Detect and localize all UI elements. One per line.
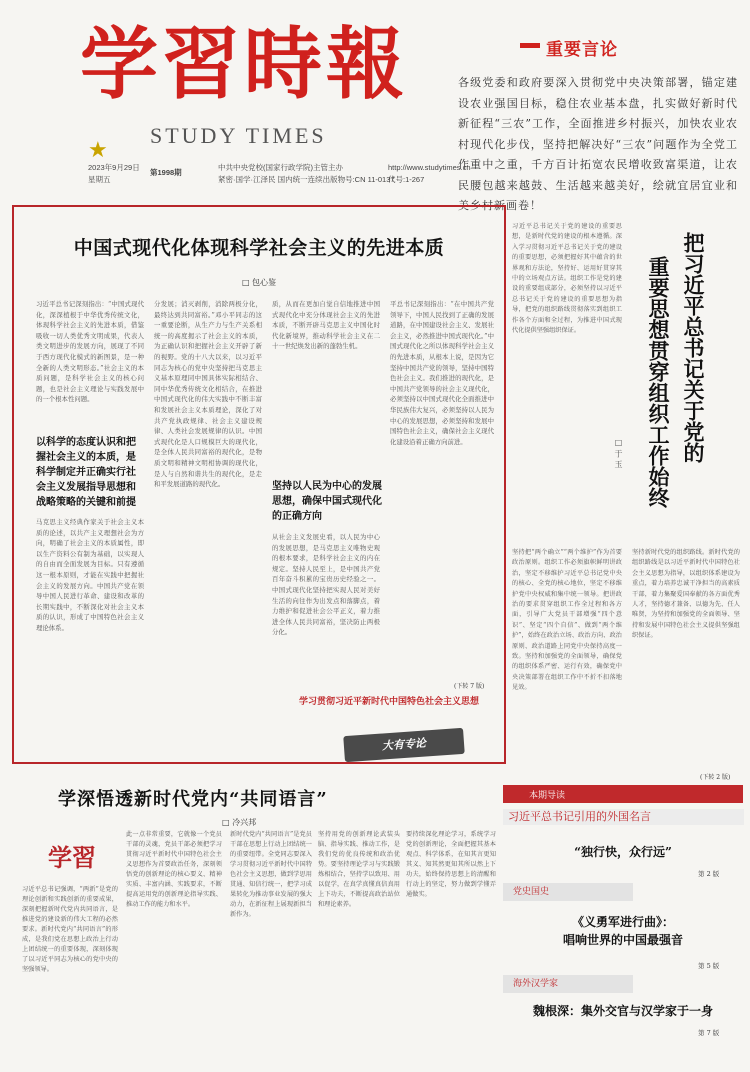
article-column: 从社会主义发展史看，以人民为中心的发展思想，是马克思主义唯物史观的根本要求，是科学社会主义的内在规定。坚持人民至上，是中国共产党百年奋斗积累的宝贵历史经验之一。中国式现代化坚持把实现人民对美好生活的向往作为出发点和落脚点，着力维护和促进社会公平正义，着力推进全体人民共同富裕，坚决防止两极分化。 bbox=[272, 533, 380, 637]
date bbox=[88, 162, 148, 186]
article-column: 习近平总书记深刻指出：“中国式现代化，深深植根于中华优秀传统文化，体现科学社会主义的先进本质，借鉴吸收一切人类优秀文明成果，代表人类文明进步的发展方向，展现了不同于西方现代化模式的新图景，是一种全新的人类文明形态。”社会主义的本质问题，是科学社会主义的核心问题，也是社会主义理论与实践发展中的一个根本性问题。 bbox=[36, 300, 144, 404]
important-words-title: 重要言论 bbox=[546, 40, 618, 60]
star-icon: ★ bbox=[88, 138, 108, 163]
date-line: 2023年9月29日 bbox=[88, 163, 140, 172]
guide-header bbox=[503, 785, 743, 803]
title-bar bbox=[520, 43, 540, 48]
right-article-author: □ 于 玉 bbox=[614, 438, 623, 469]
article-column: 此一点非常重要，它就像一个党员干部的灵魂，党员干部必须把学习贯彻习近平新时代中国特色社会主义思想作为首要政治任务，深刻领悟党的创新理论的核心要义、精神实质、丰富内涵、实践要求，不断提高运用党的创新理论指导实践、推动工作的能力和水平。 bbox=[126, 831, 222, 908]
publisher-line: 中共中央党校(国家行政学院)主管主办 bbox=[218, 163, 343, 172]
column-seal: 大有专论 bbox=[343, 728, 465, 762]
main-article bbox=[12, 205, 506, 764]
article-column: 马克思主义经典作家关于社会主义本质的论述，以共产主义理想社会为方向，明确了社会主义的本质属性，即以生产资料公有制为基础，以实现人的自由而全面发展为目标。只有遵循这一根本原则，才能在实践中把握社会主义的发展方向。中国共产党在领导中国人民进行革命、建设和改革的长期实践中，不断深化对社会主义本质的认识，形成了中国特色社会主义理论体系。 bbox=[36, 518, 144, 632]
lower-article-author: □ 冷兴邦 bbox=[222, 818, 257, 827]
publisher-info bbox=[218, 162, 395, 186]
publisher-line: 紧密·国学·江泽民 国内统一连续出版物号:CN 11-0137 bbox=[218, 175, 395, 184]
guide-page: 第 2 版 bbox=[698, 870, 720, 878]
guide-headline[interactable]: 《义勇军进行曲》： 唱响世界的中国最强音 bbox=[562, 915, 683, 947]
issue-guide bbox=[503, 785, 743, 1065]
right-article-title-line2: 重要思想贯穿组织工作始终 bbox=[646, 256, 671, 508]
guide-page: 第 5 版 bbox=[698, 962, 720, 970]
important-words-text: 各级党委和政府要深入贯彻党中央决策部署，锚定建设农业强国目标，稳住农业基本盘，扎实做好新时代新征程“三农”工作，全面推进乡村振兴，加快农业农村现代化步伐，坚持把解决好“三农”问题作为全党工作重中之重，千方百计拓宽农民增收致富渠道，让农民腰包越来越鼓、生活越来越美好，绘就宜居宜业和美乡村新画卷！ bbox=[458, 76, 738, 212]
main-article-title: 中国式现代化体现科学社会主义的先进本质 bbox=[73, 237, 445, 259]
article-column: 坚持把“两个确立”“两个维护”作为首要政治原则。组织工作必须旗帜鲜明讲政治，坚定不移维护习近平总书记党中央的核心、全党的核心地位，坚定不移维护党中央权威和集中统一领导。把讲政治的要求贯穿组织工作全过程和各方面，引导广大党员干部增强“四个意识”、坚定“四个自信”、做到“两个维护”，始终在政治立场、政治方向、政治原则、政治道路上同党中央保持高度一致。坚持和加强党的全面领导，确保党的组织体系严密、运行有效，确保党中央决策部署在组织工作中不折不扣落地见效。 bbox=[512, 549, 622, 692]
newspaper-logo: 学習時報 bbox=[80, 19, 409, 110]
continued-note: (下转 2 版) bbox=[700, 774, 731, 781]
article-column: 习近平总书记关于党的建设的重要思想，是新时代党的建设的根本遵循。深入学习贯彻习近平总书记关于党的建设的重要思想，必须把握好其中蕴含的世界观和方法论，坚持好、运用好贯穿其中的立场观点方法。组织工作是党的建设的重要组成部分，必须坚持以习近平总书记关于党的建设的重要思想为指导，把党的组织路线贯彻落实到组织工作各个方面和全过程，为推进中国式现代化提供坚强组织保证。 bbox=[512, 223, 622, 335]
column-logo: 学習 bbox=[48, 843, 96, 872]
article-column: 质，从而在更加自觉自信地推进中国式现代化中充分体现社会主义的先进本质，不断开辟马克思主义中国化时代化新境界，推动科学社会主义在二十一世纪焕发出新的蓬勃生机。 bbox=[272, 300, 380, 351]
masthead bbox=[70, 18, 520, 158]
guide-section: 习近平总书记引用的外国名言 bbox=[503, 809, 744, 825]
guide-header-label: 本期导读 bbox=[529, 790, 566, 800]
article-column: 坚持用党的创新理论武装头脑、指导实践、推动工作，是我们党的优良传统和政治优势。要坚持理论学习与实践锻炼相结合，坚持学以致用、用以促学，在真学真懂真信真用上下功夫，不断提高政治站位和理论素养。 bbox=[318, 831, 400, 908]
distribution-code: 代号:1-267 bbox=[388, 175, 425, 184]
weekday: 星期五 bbox=[88, 175, 111, 184]
continued-note: (下转 7 版) bbox=[454, 683, 485, 690]
article-column: 新时代党内“共同语言”是党员干部在思想上行动上团结统一的重要纽带。全党同志要深入学习贯彻习近平新时代中国特色社会主义思想，做到学思用贯通、知信行统一，把学习成果转化为推动事业发展的强大动力，在新征程上展现新担当新作为。 bbox=[230, 831, 312, 918]
article-column: 要持续深化理论学习，系统学习党的创新理论，全面把握其基本观点、科学体系，在知其言更知其义、知其然更知其所以然上下功夫，始终保持思想上的清醒和行动上的坚定，努力做到学懂弄通做实。 bbox=[406, 831, 496, 898]
important-words-box bbox=[458, 15, 740, 212]
guide-section: 党史国史 bbox=[503, 883, 633, 901]
guide-section: 海外汉学家 bbox=[503, 975, 633, 993]
lower-article-title: 学深悟透新时代党内“共同语言” bbox=[58, 789, 328, 810]
series-title: 学习贯彻习近平新时代中国特色社会主义思想 bbox=[298, 697, 479, 707]
article-column: 习近平总书记强调，“两新”是党的理论创新和实践创新的重要成果，深刻把握新时代党内共同语言，是推进党的建设新的伟大工程的必然要求。新时代党内“共同语言”的形成，是我们党在思想上政治上行动上团结统一的重要体现，深刻体现了以习近平同志为核心的党中央的坚强领导。 bbox=[22, 886, 118, 973]
article-subhead: 以科学的态度认识和把握社会主义的本质，是科学制定并正确实行社会主义发展指导思想和战略策略的关键和前提 bbox=[36, 437, 136, 508]
issue-number: 第1998期 bbox=[150, 168, 182, 177]
article-column: 坚持新时代党的组织路线。新时代党的组织路线是以习近平新时代中国特色社会主义思想为指导，以组织体系建设为重点，着力培养忠诚干净担当的高素质干部，着力集聚爱国奉献的各方面优秀人才，坚持德才兼备、以德为先、任人唯贤，为坚持和加强党的全面领导、坚持和发展中国特色社会主义提供坚强组织保证。 bbox=[632, 549, 740, 640]
article-column: 分发展；消灭剥削，消除两极分化，最终达到共同富裕。”邓小平同志的这一重要论断，从生产力与生产关系相统一的高度揭示了社会主义的本质，为正确认识和把握社会主义开辟了新的视野。党的十八大以来，以习近平同志为核心的党中央坚持把马克思主义基本原理同中国具体实际相结合、同中华优秀传统文化相结合，在推进中国式现代化的伟大实践中不断丰富和发展社会主义本质理论，深化了对共产党执政规律、社会主义建设规律、人类社会发展规律的认识。中国式现代化是人口规模巨大的现代化，是全体人民共同富裕的现代化，是物质文明和精神文明相协调的现代化，是人与自然和谐共生的现代化，是走和平发展道路的现代化。 bbox=[154, 300, 262, 489]
guide-page: 第 7 版 bbox=[698, 1029, 720, 1037]
guide-headline[interactable]: 魏根深：集外交官与汉学家于一身 bbox=[532, 1004, 713, 1018]
right-article-title-line1: 把习近平总书记关于党的 bbox=[681, 232, 706, 463]
info-bar bbox=[88, 160, 508, 188]
main-article-byline: □ 包心鉴 bbox=[241, 278, 277, 287]
logo-english: STUDY TIMES bbox=[150, 123, 327, 148]
guide-headline[interactable]: “独行快，众行远” bbox=[574, 845, 672, 859]
website-url: http://www.studytimes.cn bbox=[388, 163, 471, 172]
article-column: 平总书记深刻指出：“在中国共产党领导下，中国人民找到了正确的发展道路，在中国建设社会主义、发展社会主义，必然推进中国式现代化。”中国式现代化之所以体现科学社会主义的先进本质，从根本上说，是因为它坚持中国共产党的领导，坚持中国特色社会主义。我们推进的现代化，是中国共产党领导的社会主义现代化，必须坚持以中国式现代化全面推进中华民族伟大复兴，必须坚持以人民为中心的发展思想，必须坚持和发展中国特色社会主义，确保社会主义现代化建设沿着正确方向前进。 bbox=[390, 300, 494, 446]
article-subhead: 坚持以人民为中心的发展思想，确保中国式现代化的正确方向 bbox=[272, 481, 382, 522]
